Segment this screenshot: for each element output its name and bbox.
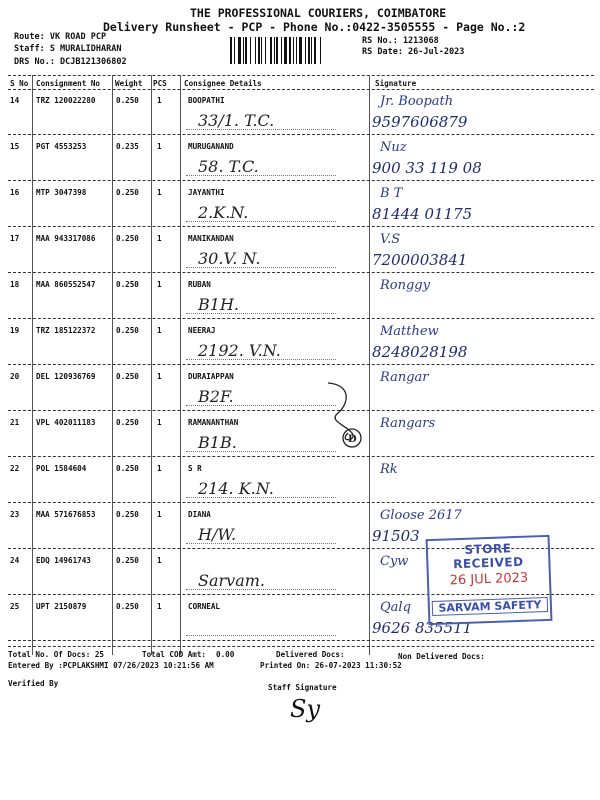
row-sno: 23	[10, 510, 20, 519]
row-signature-phone: 91503	[372, 527, 420, 545]
barcode-bar	[255, 37, 256, 64]
row-weight: 0.250	[116, 96, 139, 105]
stamp-company: SARVAM SAFETY	[432, 597, 548, 616]
barcode-bar	[311, 37, 312, 64]
header-rule	[8, 89, 594, 90]
address-line	[186, 267, 336, 268]
row-signature-phone: 9597606879	[372, 113, 468, 131]
staff-signature-label: Staff Signature	[268, 683, 337, 692]
row-consignment-no: TRZ 120022280	[36, 96, 96, 105]
non-delivered-docs: Non Delivered Docs:	[398, 652, 485, 661]
verified-by: Verified By	[8, 679, 59, 688]
row-consignment-no: DEL 120936769	[36, 372, 96, 381]
barcode-bar	[265, 37, 266, 64]
col-divider	[112, 75, 113, 655]
total-cod-value: 0.00	[216, 650, 235, 659]
barcode-bar	[234, 37, 235, 64]
row-consignment-no: UPT 2150879	[36, 602, 87, 611]
address-line	[186, 405, 336, 406]
barcode-bar	[320, 37, 321, 64]
barcode-bar	[250, 37, 251, 64]
stamp-title: STORE RECEIVED	[452, 541, 524, 572]
entered-by: Entered By :PCPLAKSHMI 07/26/2023 10:21:56 AM	[8, 661, 214, 670]
drs-number: DRS No.: DCJB121306802	[14, 57, 127, 67]
row-pcs: 1	[157, 142, 162, 151]
col-divider	[180, 75, 181, 655]
col-header-pcs: PCS	[153, 79, 167, 88]
row-address-handwritten: 33/1. T.C.	[198, 111, 275, 130]
row-sno: 19	[10, 326, 20, 335]
address-line	[186, 313, 336, 314]
row-address-handwritten: 30.V. N.	[198, 249, 261, 268]
row-pcs: 1	[157, 372, 162, 381]
row-sno: 15	[10, 142, 20, 151]
row-consignment-no: MTP 3047398	[36, 188, 87, 197]
row-consignment-no: MAA 943317086	[36, 234, 96, 243]
row-address-handwritten: Sarvam.	[198, 571, 265, 590]
row-pcs: 1	[157, 602, 162, 611]
row-consignment-no: MAA 571676853	[36, 510, 96, 519]
row-weight: 0.250	[116, 280, 139, 289]
barcode-bar	[243, 37, 244, 64]
address-line	[186, 497, 336, 498]
address-line	[186, 359, 336, 360]
address-line	[186, 221, 336, 222]
row-signature: Cyw	[380, 554, 409, 569]
pen-scribble	[318, 375, 378, 455]
row-consignee-name: RAMANANTHAN	[188, 418, 239, 427]
row-separator	[8, 410, 594, 411]
row-consignment-no: EDQ 14961743	[36, 556, 91, 565]
row-sno: 25	[10, 602, 20, 611]
row-pcs: 1	[157, 234, 162, 243]
row-pcs: 1	[157, 326, 162, 335]
row-weight: 0.250	[116, 372, 139, 381]
row-separator	[8, 226, 594, 227]
row-sno: 17	[10, 234, 20, 243]
row-signature: Qalq	[380, 600, 411, 615]
row-consignment-no: MAA 860552547	[36, 280, 96, 289]
address-line	[186, 451, 336, 452]
row-pcs: 1	[157, 556, 162, 565]
row-signature: Rk	[380, 462, 398, 477]
barcode	[230, 37, 355, 64]
row-consignment-no: PGT 4553253	[36, 142, 87, 151]
row-sno: 20	[10, 372, 20, 381]
row-consignee-name: NEERAJ	[188, 326, 216, 335]
barcode-bar	[270, 37, 272, 64]
row-signature-phone: 81444 01175	[372, 205, 473, 223]
col-divider	[369, 75, 370, 655]
company-title: THE PROFESSIONAL COURIERS, COIMBATORE	[190, 6, 447, 20]
barcode-bar	[296, 37, 297, 64]
route: Route: VK ROAD PCP	[14, 32, 107, 42]
row-consignee-name: RUBAN	[188, 280, 211, 289]
address-line	[186, 175, 336, 176]
row-address-handwritten: B1B.	[198, 433, 237, 452]
row-sno: 24	[10, 556, 20, 565]
row-pcs: 1	[157, 280, 162, 289]
row-signature: B T	[380, 186, 403, 201]
row-separator	[8, 180, 594, 181]
total-cod-label: Total COD Amt:	[142, 650, 207, 659]
row-signature: Ronggy	[380, 278, 430, 293]
row-weight: 0.250	[116, 188, 139, 197]
barcode-bar	[276, 37, 278, 64]
row-pcs: 1	[157, 96, 162, 105]
row-sno: 22	[10, 464, 20, 473]
row-sno: 21	[10, 418, 20, 427]
total-docs: Total No. Of Docs: 25	[8, 650, 105, 659]
store-received-stamp	[426, 535, 553, 625]
staff-signature: Sy	[290, 695, 320, 723]
barcode-bar	[308, 37, 310, 64]
barcode-bar	[261, 37, 262, 64]
runsheet-subtitle: Delivery Runsheet - PCP - Phone No.:0422-3505555 - Page No.:2	[103, 20, 526, 34]
col-header-weight: Weight	[115, 79, 143, 88]
row-separator	[8, 640, 594, 641]
barcode-bar	[284, 37, 287, 64]
row-signature-phone: 900 33 119 08	[372, 159, 482, 177]
svg-text:D: D	[348, 434, 357, 445]
row-signature: Jr. Boopath	[380, 94, 454, 109]
row-pcs: 1	[157, 188, 162, 197]
row-pcs: 1	[157, 464, 162, 473]
col-header-sno: S No	[10, 79, 29, 88]
barcode-bar	[293, 37, 294, 64]
row-signature: V.S	[380, 232, 401, 247]
col-header-consignment: Consignment No	[36, 79, 101, 88]
row-address-handwritten: 2192. V.N.	[198, 341, 281, 360]
row-signature-phone: 8248028198	[372, 343, 468, 361]
row-weight: 0.250	[116, 556, 139, 565]
row-separator	[8, 502, 594, 503]
col-header-signature: Signature	[375, 79, 417, 88]
row-address-handwritten: B1H.	[198, 295, 239, 314]
delivered-docs: Delivered Docs:	[276, 650, 345, 659]
row-consignee-name: BOOPATHI	[188, 96, 225, 105]
row-signature: Nuz	[380, 140, 407, 155]
row-consignment-no: POL 1584604	[36, 464, 87, 473]
table-top-rule	[8, 75, 594, 76]
row-address-handwritten: B2F.	[198, 387, 234, 406]
barcode-bar	[314, 37, 316, 64]
row-weight: 0.235	[116, 142, 139, 151]
row-signature: Rangars	[380, 416, 436, 431]
row-signature: Gloose 2617	[380, 508, 462, 523]
row-separator	[8, 134, 594, 135]
rs-number: RS No.: 1213068	[362, 36, 439, 46]
row-consignee-name: MANIKANDAN	[188, 234, 234, 243]
row-separator	[8, 456, 594, 457]
row-consignment-no: VPL 402011183	[36, 418, 96, 427]
rs-date: RS Date: 26-Jul-2023	[362, 47, 465, 57]
row-address-handwritten: 2.K.N.	[198, 203, 249, 222]
row-weight: 0.250	[116, 464, 139, 473]
row-address-handwritten: H/W.	[198, 525, 237, 544]
row-signature: Rangar	[380, 370, 429, 385]
col-header-consignee: Consignee Details	[184, 79, 262, 88]
row-address-handwritten: 214. K.N.	[198, 479, 274, 498]
row-weight: 0.250	[116, 602, 139, 611]
row-separator	[8, 272, 594, 273]
row-sno: 18	[10, 280, 20, 289]
address-line	[186, 543, 336, 544]
barcode-bar	[274, 37, 275, 64]
address-line	[186, 129, 336, 130]
row-signature: Matthew	[380, 324, 439, 339]
row-sno: 14	[10, 96, 20, 105]
row-consignee-name: DIANA	[188, 510, 211, 519]
row-sno: 16	[10, 188, 20, 197]
barcode-bar	[245, 37, 247, 64]
address-line	[186, 589, 336, 590]
row-signature-phone: 9626 835511	[372, 619, 473, 637]
row-weight: 0.250	[116, 234, 139, 243]
barcode-bar	[258, 37, 260, 64]
table-bottom-rule	[8, 646, 594, 647]
row-consignee-name: CORNEAL	[188, 602, 221, 611]
stamp-date: 26 JUL 2023	[449, 570, 529, 589]
barcode-bar	[230, 37, 232, 64]
barcode-bar	[238, 37, 241, 64]
row-weight: 0.250	[116, 418, 139, 427]
printed-on: Printed On: 26-07-2023 11:30:52	[260, 661, 402, 670]
address-line	[186, 635, 336, 636]
barcode-bar	[281, 37, 282, 64]
barcode-bar	[289, 37, 291, 64]
row-address-handwritten: 58. T.C.	[198, 157, 259, 176]
row-pcs: 1	[157, 418, 162, 427]
barcode-bar	[299, 37, 302, 64]
barcode-bar	[305, 37, 306, 64]
row-consignee-name: S R	[188, 464, 202, 473]
col-divider	[32, 75, 33, 655]
row-separator	[8, 364, 594, 365]
row-signature-phone: 7200003841	[372, 251, 468, 269]
row-weight: 0.250	[116, 510, 139, 519]
row-consignee-name: JAYANTHI	[188, 188, 225, 197]
row-consignee-name: DURAIAPPAN	[188, 372, 234, 381]
row-weight: 0.250	[116, 326, 139, 335]
row-consignment-no: TRZ 185122372	[36, 326, 96, 335]
staff: Staff: S MURALIDHARAN	[14, 44, 122, 54]
row-pcs: 1	[157, 510, 162, 519]
row-consignee-name: MURUGANAND	[188, 142, 234, 151]
row-separator	[8, 318, 594, 319]
col-divider	[151, 75, 152, 655]
